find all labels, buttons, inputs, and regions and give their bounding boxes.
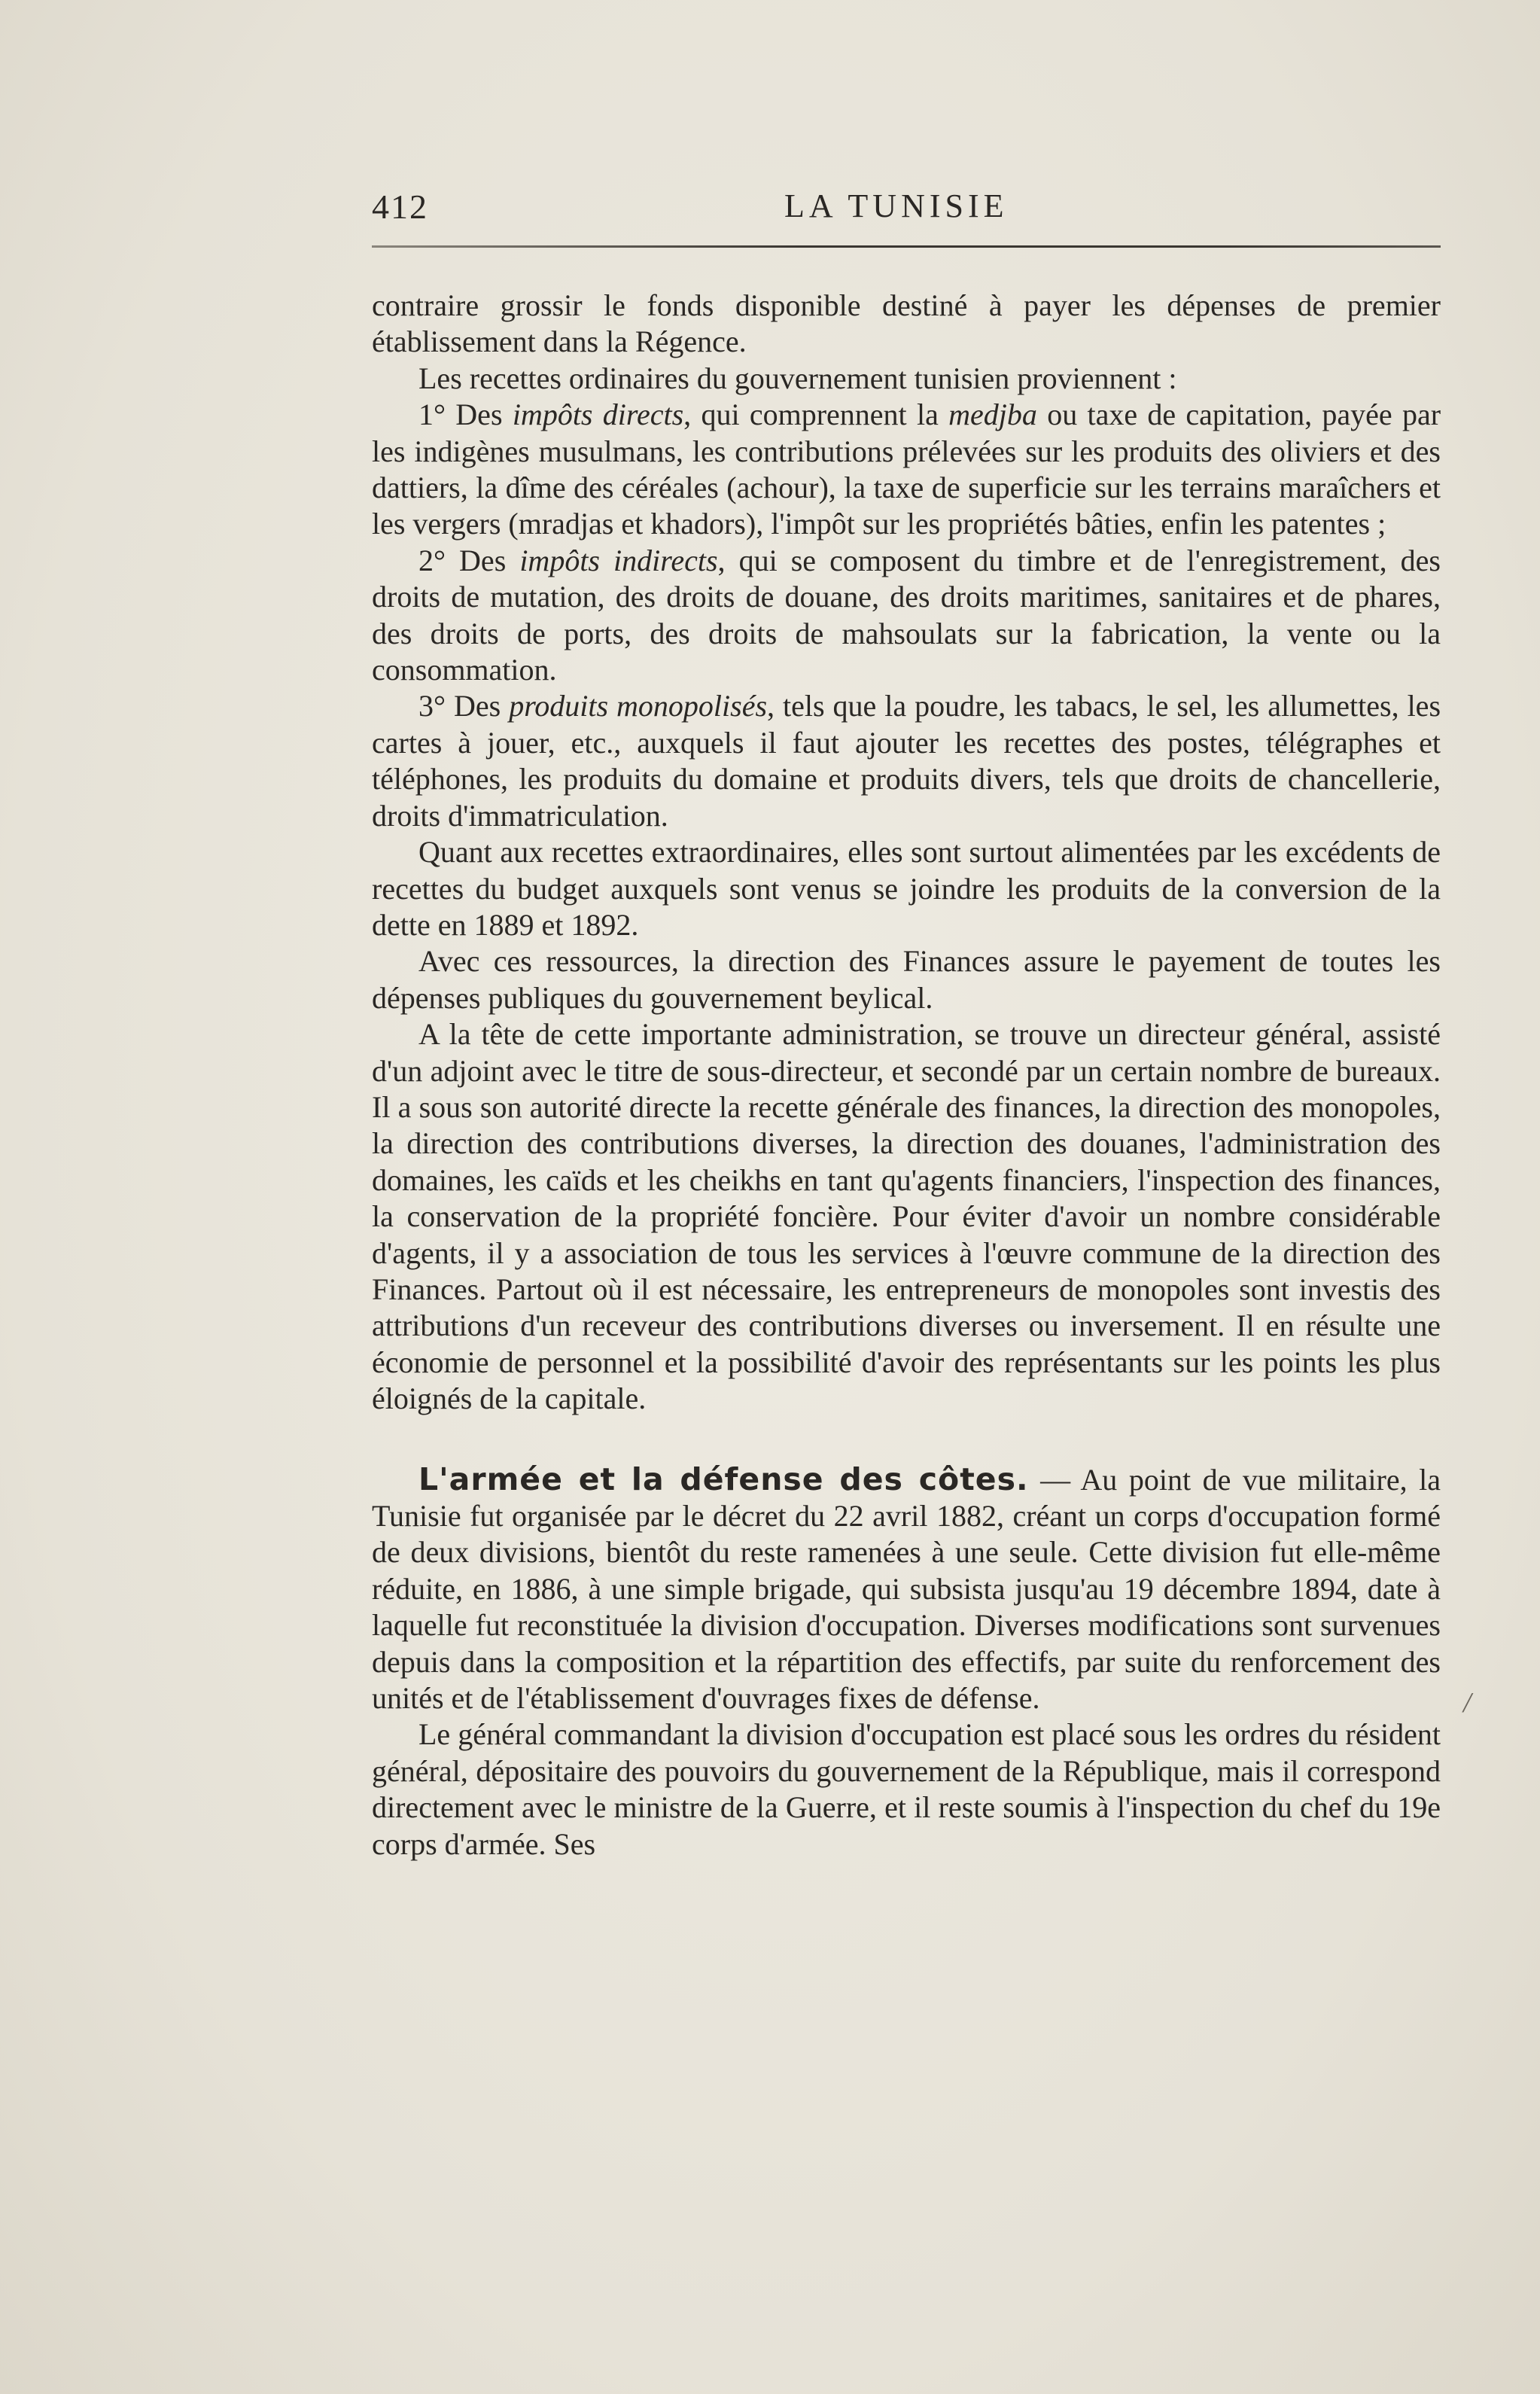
list-term: impôts directs — [512, 397, 684, 432]
list-item — [372, 397, 1441, 543]
section-title: L'armée et la défense des côtes. — [418, 1460, 1029, 1497]
list-lead: Des — [455, 397, 503, 432]
paragraph: Les recettes ordinaires du gouvernement tunisien proviennent : — [418, 361, 1177, 395]
list-lead: Des — [453, 689, 501, 723]
margin-mark: / — [1463, 1687, 1472, 1719]
list-lead: Des — [459, 543, 507, 577]
running-title: LA TUNISIE — [784, 187, 1009, 224]
paragraph: Quant aux recettes extraordinaires, elles sont surtout alimentées par les excédents de recettes du budget auxquels sont venus se joindre les produits de la conversion de la dette en 1889 et 1892. — [372, 835, 1441, 942]
list-item — [372, 543, 1441, 689]
list-number: 1° — [418, 397, 446, 432]
list-term-2: medjba — [948, 397, 1037, 432]
paragraph: Le général commandant la division d'occupation est placé sous les ordres du résident général, dépositaire des pouvoirs du gouvernement de la République, mais il correspond directement avec le ministre de la Guerre, et il reste soumis à l'inspection du chef du 19e corps d'armée. Ses — [372, 1717, 1441, 1861]
list-rest: ou taxe de capitation, payée par les indigènes musulmans, les contributions prélevées sur les produits des oliviers et des dattiers, la dîme des céréales (achour), la taxe de superficie sur les terrains maraîchers et les vergers (mradjas et khadors), l'impôt sur les propriétés bâties, enfin les patentes ; — [372, 397, 1441, 541]
body-text — [372, 288, 1441, 1863]
page-number: 412 — [372, 187, 428, 226]
paragraph: contraire grossir le fonds disponible destiné à payer les dépenses de premier établissement dans la Régence. — [372, 288, 1441, 359]
section-body: Au point de vue militaire, la Tunisie fut organisée par le décret du 22 avril 1882, créant un corps d'occupation formé de deux divisions, bientôt du reste ramenées à une seule. Cette division fut elle-même réduite, en 1886, à une simple brigade, qui subsista jusqu'au 19 décembre 1894, date à laquelle fut reconstituée la division d'occupation. Diverses modifications sont survenues depuis dans la composition et la répartition des effectifs, par suite du renforcement des unités et de l'établissement d'ouvrages fixes de défense. — [372, 1462, 1441, 1716]
list-rest: , tels que la poudre, les tabacs, le sel, les allumettes, les cartes à jouer, etc., auxquels il faut ajouter les recettes des postes, télégraphes et téléphones, les produits du domaine et produits divers, tels que droits de chancellerie, droits d'immatriculation. — [372, 689, 1441, 833]
list-mid: , qui comprennent la — [683, 397, 939, 432]
section-paragraph — [372, 1461, 1441, 1717]
paragraph: Avec ces ressources, la direction des Finances assure le payement de toutes les dépenses publiques du gouvernement beylical. — [372, 944, 1441, 1015]
page-header — [372, 187, 1441, 239]
list-number: 3° — [418, 689, 446, 723]
header-rule — [372, 245, 1441, 248]
list-rest: , qui se composent du timbre et de l'enregistrement, des droits de mutation, des droits de douane, des droits maritimes, sanitaires et de phares, des droits de ports, des droits de mahsoulats sur la fabrication, la vente ou la consommation. — [372, 543, 1441, 687]
section-dash: — — [1028, 1462, 1081, 1497]
list-term: impôts indirects — [519, 543, 718, 577]
list-term: produits monopolisés — [509, 689, 768, 723]
list-item — [372, 688, 1441, 834]
paragraph: A la tête de cette importante administration, se trouve un directeur général, assisté d'un adjoint avec le titre de sous-directeur, et secondé par un certain nombre de bureaux. Il a sous son autorité directe la recette générale des finances, la direction des monopoles, la direction des contributions diverses, la direction des douanes, l'administration des domaines, les caïds et les cheikhs en tant qu'agents financiers, l'inspection des finances, la conservation de la propriété foncière. Pour éviter d'avoir un nombre considérable d'agents, il y a association de tous les services à l'œuvre commune de la direction des Finances. Partout où il est nécessaire, les entrepreneurs de monopoles sont investis des attributions d'un receveur des contributions diverses ou inversement. Il en résulte une économie de personnel et la possibilité d'avoir des représentants sur les points les plus éloignés de la capitale. — [372, 1017, 1441, 1416]
list-number: 2° — [418, 543, 446, 577]
